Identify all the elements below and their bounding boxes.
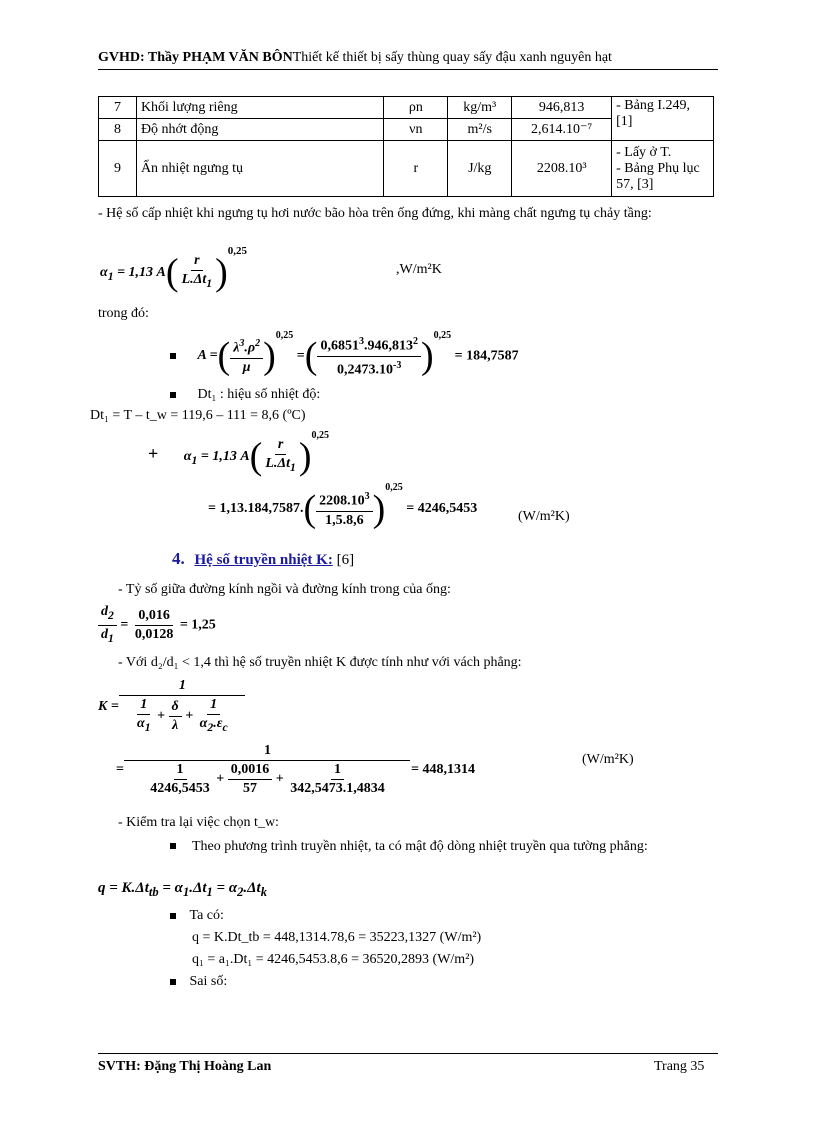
paragraph-heat-flux: Theo phương trình truyền nhiệt, ta có mật độ dòng nhiệt truyền qua tường phẳng: [192, 839, 648, 854]
row-name: Khối lượng riêng [136, 97, 383, 119]
formula-alpha1: $\alpha_1 = 1,13$ A( $\frac{r}{L.\Delta t_1}$ )$^{0,25}$ [100, 244, 248, 294]
formula-q: $q = K.\Delta t_{tb} = \alpha_1.\Delta t_1 = \alpha_2.\Delta t_k$ [98, 880, 267, 899]
ref-line-2: - Bảng Phụ lục 57, [3] [616, 160, 700, 192]
unit-alpha1: ,W/m²K [396, 262, 442, 277]
row-no: 8 [99, 119, 137, 141]
dt1-label: Dt₁ : hiệu số nhiệt độ: [197, 387, 321, 402]
row-reference: - Bảng I.249, [1] [612, 97, 714, 141]
taco-label: Ta có: [189, 908, 224, 923]
footer-student: SVTH: Đặng Thị Hoàng Lan [98, 1059, 272, 1074]
row-no: 9 [99, 141, 137, 197]
row-symbol: r [384, 141, 448, 197]
header-title: Thiết kế thiết bị sấy thùng quay sấy đậu xanh nguyên hạt [292, 50, 612, 65]
unit-K: (W/m²K) [582, 752, 634, 767]
page-header [98, 50, 718, 66]
label-trong-do: trong đó: [98, 306, 149, 321]
bullet-icon [170, 979, 176, 985]
row-symbol: νn [384, 119, 448, 141]
bullet-icon [170, 843, 176, 849]
paragraph-plane-wall: - Với d₂/d₁ < 1,4 thì hệ số truyền nhiệt K được tính như với vách phẳng: [118, 655, 522, 670]
footer-rule [98, 1053, 718, 1054]
q1-equation: q₁ = a₁.Dt₁ = 4246,5453.8,6 = 36520,2893 (W/m²) [192, 952, 475, 967]
row-symbol: ρn [384, 97, 448, 119]
row-name: Ẩn nhiệt ngưng tụ [136, 141, 383, 197]
row-value: 2,614.10⁻⁷ [512, 119, 612, 141]
row-value: 2208.10³ [512, 141, 612, 197]
bullet-heat-flux [170, 838, 176, 854]
row-reference [612, 141, 714, 197]
saiso-label: Sai số: [189, 974, 228, 989]
paragraph-ratio: - Tỷ số giữa đường kính ngồi và đường kính trong của ống: [118, 582, 451, 597]
section-heading [172, 549, 354, 569]
formula-A: A =( $\frac{\lambda^3.\rho^2}{\mu}$ )$^{0,25}$ =( $\frac{0,6851^3.946,813^2}{0,2473.10^{-3}}$ )$^{0,25}$ = 184,7587 [170, 333, 519, 379]
bullet-icon [170, 353, 176, 359]
row-name: Độ nhớt động [136, 119, 383, 141]
paragraph-condensation: - Hệ số cấp nhiệt khi ngưng tụ hơi nước bão hòa trên ống đứng, khi màng chất ngưng tụ chảy tầng: [98, 206, 652, 221]
row-unit: J/kg [448, 141, 512, 197]
formula-alpha1-numeric: = 1,13.184,7587.( $\frac{2208.10^3}{1,5.8,6}$ )$^{0,25}$ = 4246,5453 [208, 482, 478, 530]
list-item-dt1 [170, 387, 320, 403]
parameters-table [98, 96, 714, 197]
formula-ratio: $\frac{d_2}{d_1}$ = $\frac{0,016}{0,0128}$ = 1,25 [98, 603, 216, 648]
formula-K-numeric: = 1 $\frac{1}{4246,5453}$ + $\frac{0,0016}{57}$ + $\frac{1}{342,5473.1,4834}$ = 448,1314 [116, 743, 475, 796]
row-no: 7 [99, 97, 137, 119]
section-title: Hệ số truyền nhiệt K: [194, 552, 333, 568]
bullet-icon [170, 392, 176, 398]
section-ref: [6] [332, 552, 355, 568]
table-row [99, 97, 714, 119]
ref-line-1: - Lấy ở T. [616, 144, 672, 160]
header-instructor: GVHD: Thầy PHẠM VĂN BÔN [98, 50, 293, 65]
formula-K: K = 1 $\frac{1}{\alpha_1}$ + $\frac{\delta}{\lambda}$ + $\frac{1}{\alpha_2.\varepsilon_c}$ [98, 677, 242, 737]
unit-alpha1-numeric: (W/m²K) [518, 509, 570, 524]
section-number: 4. [172, 549, 185, 568]
paragraph-check-tw: - Kiểm tra lại việc chọn t_w: [118, 815, 279, 830]
q-equation: q = K.Dt_tb = 448,1314.78,6 = 35223,1327 (W/m²) [192, 930, 482, 945]
table-row [99, 141, 714, 197]
bullet-icon [170, 913, 176, 919]
footer-page-number: Trang 35 [654, 1059, 705, 1074]
dt1-equation: Dt₁ = T – t_w = 119,6 – 111 = 8,6 (ºC) [90, 408, 306, 423]
list-item-saiso [170, 974, 227, 990]
formula-alpha1-repeat: + $\alpha_1 = 1,13$ A( $\frac{r}{L.\Delta t_1}$ )$^{0,25}$ [148, 429, 330, 478]
row-unit: kg/m³ [448, 97, 512, 119]
row-value: 946,813 [512, 97, 612, 119]
row-unit: m²/s [448, 119, 512, 141]
header-rule [98, 69, 718, 70]
list-item-taco [170, 908, 224, 924]
